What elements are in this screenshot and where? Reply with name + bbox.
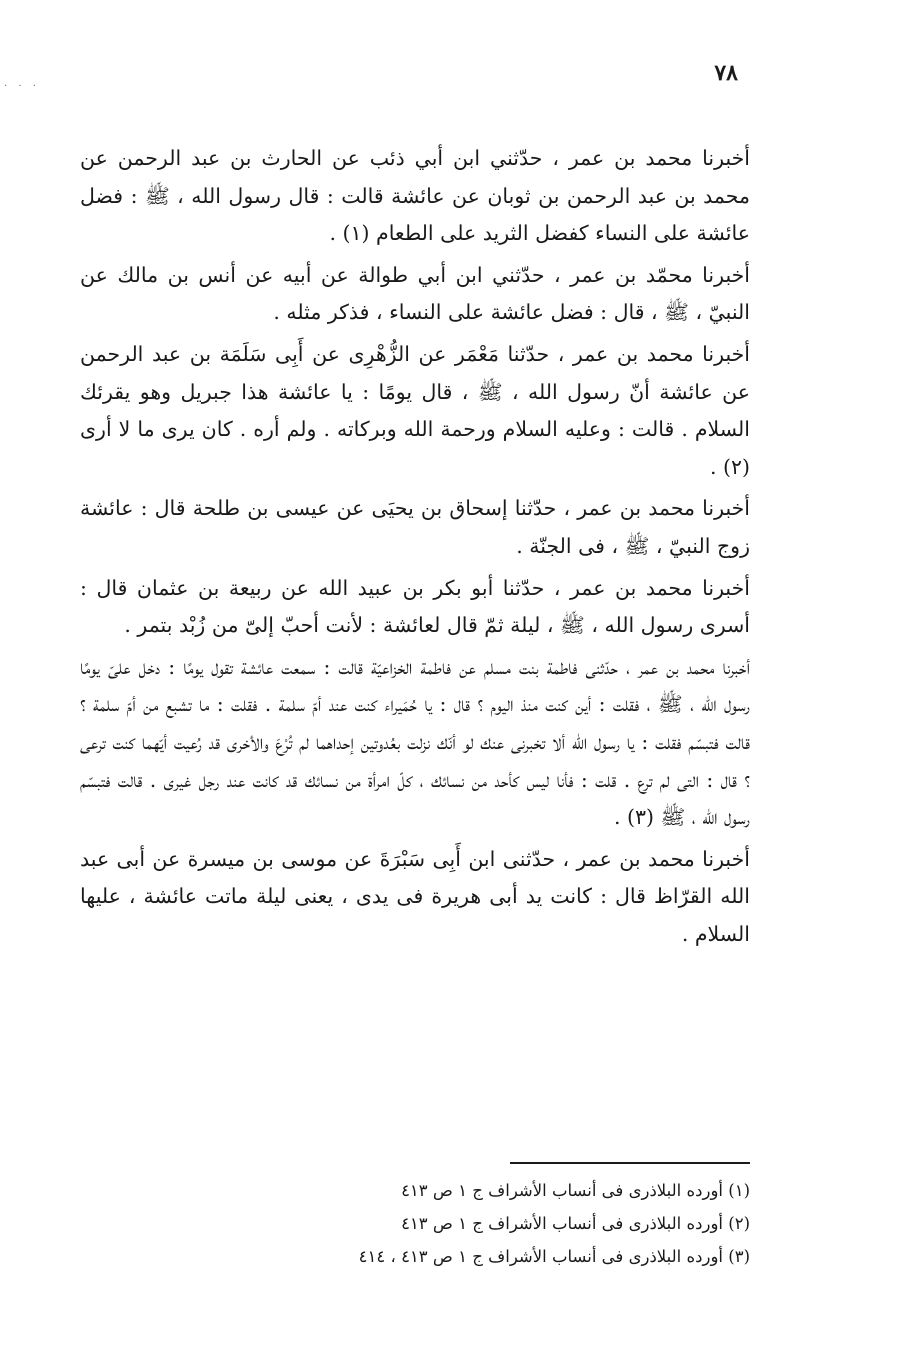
footnotes [80,1174,750,1273]
paragraph-4: أخبرنا محمد بن عمر ، حدّثنا إسحاق بن يحيَى عن عيسى بن طلحة قال : عائشة زوج النبيّ ، ﷺ ، فى الجنّة . [80,496,750,558]
paragraph-1: أخبرنا محمد بن عمر ، حدّثني ابن أبي ذئب عن الحارث بن عبد الرحمن عن محمد بن عبد الرحمن بن ثوبان عن عائشة قالت : قال رسول الله ، ﷺ : فضل عائشة على النساء كفضل الثريد على الطعام (١) . [80,146,750,246]
footnote-3: (٣) أورده البلاذرى فى أنساب الأشراف ج ١ ص ٤١٣ ، ٤١٤ [358,1247,750,1266]
paragraph-5: أخبرنا محمد بن عمر ، حدّثنا أبو بكر بن عبيد الله عن ربيعة بن عثمان قال : أسرى رسول الله ، ﷺ ، ليلة ثمّ قال لعائشة : لأنت أحبّ إلىّ من زُبْد بتمر . [80,575,750,638]
paragraph-3: أخبرنا محمد بن عمر ، حدّثنا مَعْمَر عن الزُّهْرِى عن أَبِى سَلَمَة بن عبد الرحمن عن عائشة أنّ رسول الله ، ﷺ ، قال يومًا : يا عائشة هذا جبريل وهو يقرئك السلام . قالت : وعليه السلام ورحمة الله وبركاته . ولم أره . كان يرى ما لا أرى (٢) . [80,341,750,479]
book-page [70,52,750,1292]
paragraph-7: أخبرنا محمد بن عمر ، حدّثنى ابن أَبِى سَبْرَةَ عن موسى بن ميسرة عن أبى عبد الله القرّاظ قال : كانت يد أبى هريرة فى يدى ، يعنى ليلة ماتت عائشة ، عليها السلام . [80,846,750,946]
page-number: ٧٨ [714,60,738,86]
footnote-1: (١) أورده البلاذرى فى أنساب الأشراف ج ١ ص ٤١٣ [401,1181,750,1200]
paragraph-6: أخبرنا محمد بن عمر ، حدّثنى فاطمة بنت مسلم عن فاطمة الخزاعيّة قالت : سمعت عائشة تقول يومًا : دخل علىّ يومًا رسول الله ، ﷺ ، فقلت : أين كنت منذ اليوم ؟ قال : يا حُمَيراء كنت عند أمّ سلمة . فقلت : ما تشبع من أمّ سلمة ؟ قالت فتبسّم فقلت : يا رسول الله ألا تخبرنى عنك لو أنّك نزلت بعُدوتين إحداهما لم تُرْعَ والأخرى قد رُعيت أيّهما كنت ترعى ؟ قال : التى لم ترع . قلت : فأنا ليس كأحد من نسائك ، كلّ امرأة من نسائك قد كانت عند رجل غيرى . قالت فتبسّم رسول الله ، ﷺ (٣) . [80,654,750,830]
footnote-2: (٢) أورده البلاذرى فى أنساب الأشراف ج ١ ص ٤١٣ [401,1214,750,1233]
paragraph-2: أخبرنا محمّد بن عمر ، حدّثني ابن أبي طوالة عن أبيه عن أنس بن مالك عن النبيّ ، ﷺ ، قال : فضل عائشة على النساء ، فذكر مثله . [80,262,750,325]
footnote-divider [510,1162,750,1164]
body-text [80,140,750,957]
margin-marks: . . . [4,78,40,89]
